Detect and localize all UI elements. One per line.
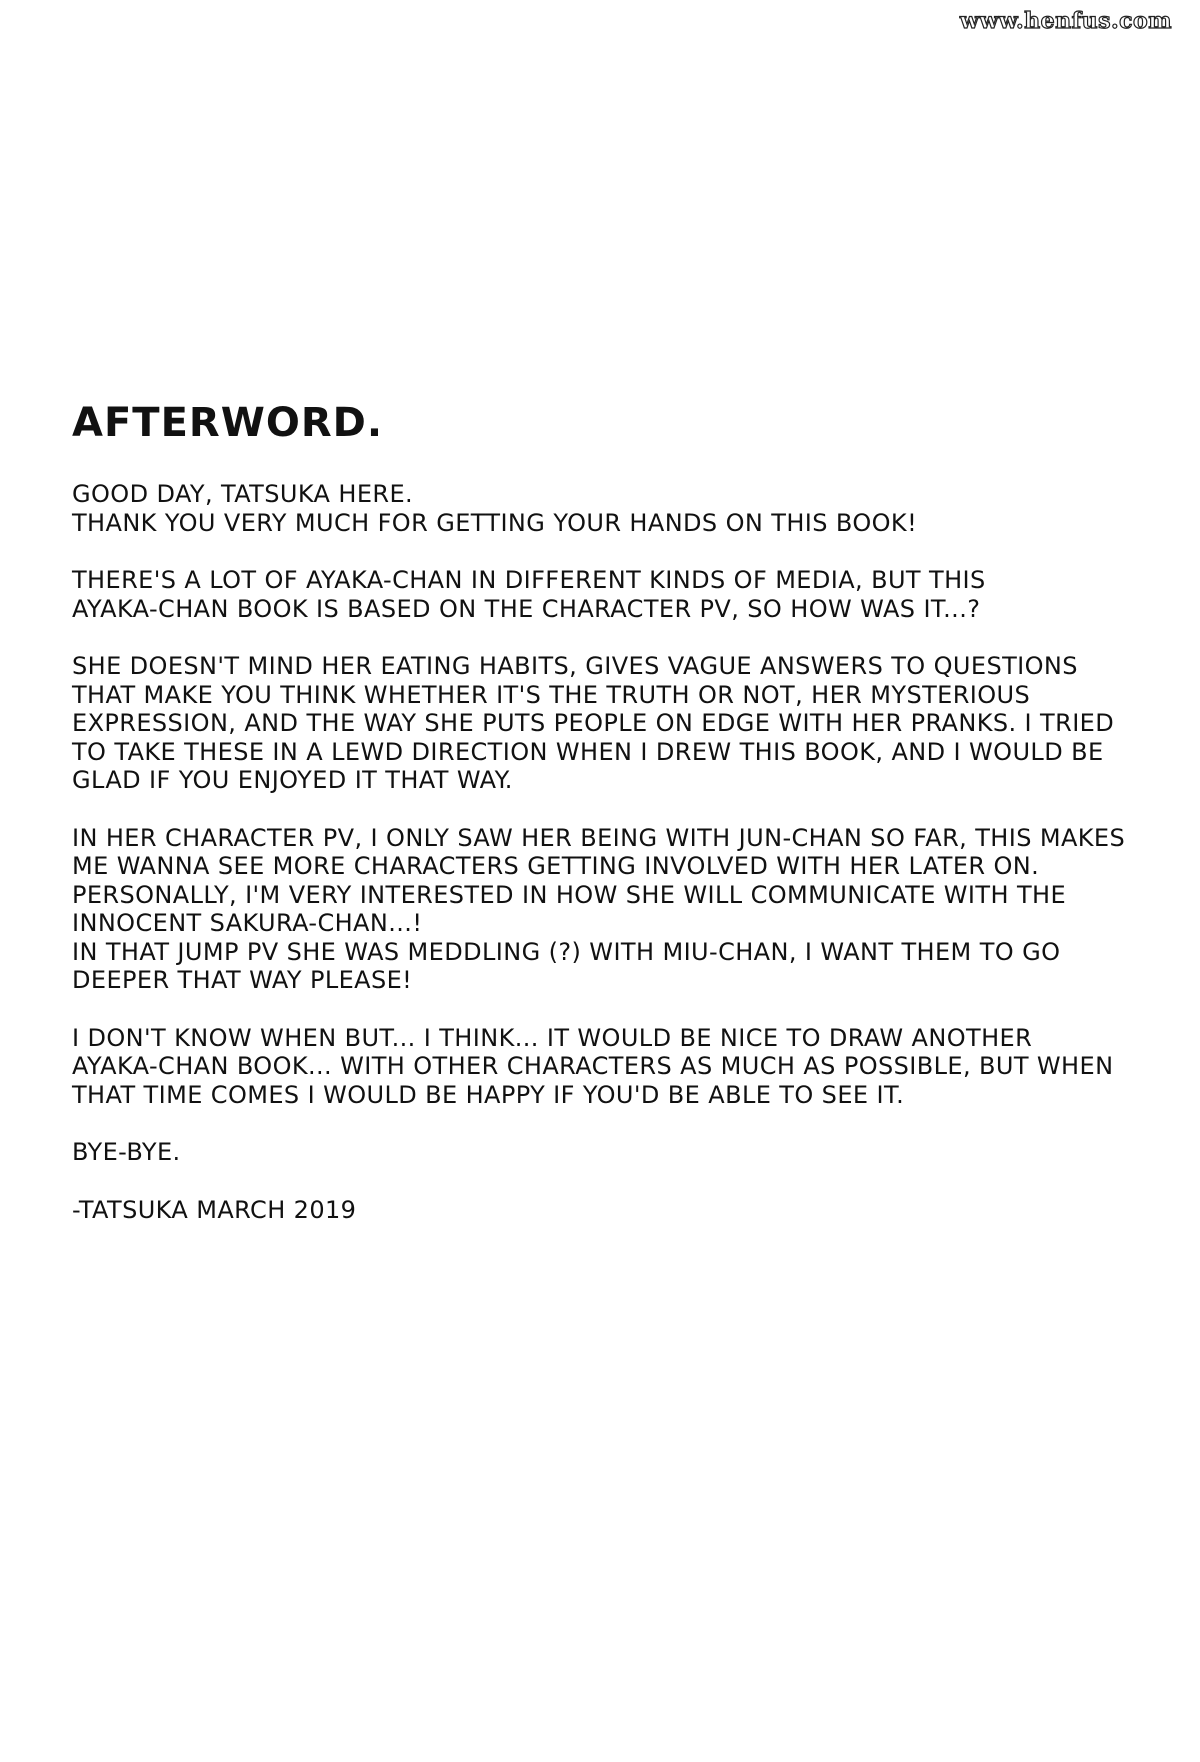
paragraph-farewell	[72, 1138, 1132, 1167]
text-line: THAT MAKE YOU THINK WHETHER IT'S THE TRUTH OR NOT, HER MYSTERIOUS	[72, 680, 1031, 709]
text-line: IN THAT JUMP PV SHE WAS MEDDLING (?) WITH MIU-CHAN, I WANT THEM TO GO	[72, 937, 1061, 966]
paragraph-characters	[72, 824, 1132, 995]
text-line: DEEPER THAT WAY PLEASE!	[72, 966, 413, 994]
text-line: EXPRESSION, AND THE WAY SHE PUTS PEOPLE ON EDGE WITH HER PRANKS. I TRIED	[72, 709, 1115, 737]
paragraph-greeting	[72, 480, 1132, 537]
text-line: INNOCENT SAKURA-CHAN...!	[72, 909, 423, 937]
text-line: ME WANNA SEE MORE CHARACTERS GETTING INVOLVED WITH HER LATER ON.	[72, 852, 1040, 880]
text-line: THANK YOU VERY MUCH FOR GETTING YOUR HANDS ON THIS BOOK!	[72, 508, 918, 537]
afterword-section	[72, 400, 1132, 1253]
text-line: SHE DOESN'T MIND HER EATING HABITS, GIVES VAGUE ANSWERS TO QUESTIONS	[72, 652, 1078, 680]
text-line: TO TAKE THESE IN A LEWD DIRECTION WHEN I DREW THIS BOOK, AND I WOULD BE	[72, 737, 1104, 766]
text-line: THAT TIME COMES I WOULD BE HAPPY IF YOU'D BE ABLE TO SEE IT.	[72, 1080, 905, 1109]
text-line: THERE'S A LOT OF AYAKA-CHAN IN DIFFERENT KINDS OF MEDIA, BUT THIS	[72, 566, 986, 594]
afterword-title: AFTERWORD.	[72, 400, 384, 446]
text-line: AYAKA-CHAN BOOK IS BASED ON THE CHARACTER PV, SO HOW WAS IT...?	[72, 594, 981, 623]
text-line: GLAD IF YOU ENJOYED IT THAT WAY.	[72, 766, 513, 794]
text-line: I DON'T KNOW WHEN BUT... I THINK... IT WOULD BE NICE TO DRAW ANOTHER	[72, 1023, 1033, 1052]
text-line: GOOD DAY, TATSUKA HERE.	[72, 480, 414, 508]
text-line: AYAKA-CHAN BOOK... WITH OTHER CHARACTERS AS MUCH AS POSSIBLE, BUT WHEN	[72, 1052, 1114, 1080]
paragraph-future	[72, 1024, 1132, 1110]
text-line: PERSONALLY, I'M VERY INTERESTED IN HOW SHE WILL COMMUNICATE WITH THE	[72, 880, 1067, 909]
text-line: BYE-BYE.	[72, 1138, 181, 1166]
paragraph-media	[72, 566, 1132, 623]
text-line: IN HER CHARACTER PV, I ONLY SAW HER BEING WITH JUN-CHAN SO FAR, THIS MAKES	[72, 823, 1126, 852]
watermark-text: www.henfus.com	[959, 8, 1172, 34]
signature: -TATSUKA MARCH 2019	[72, 1195, 357, 1224]
paragraph-habits	[72, 652, 1132, 795]
